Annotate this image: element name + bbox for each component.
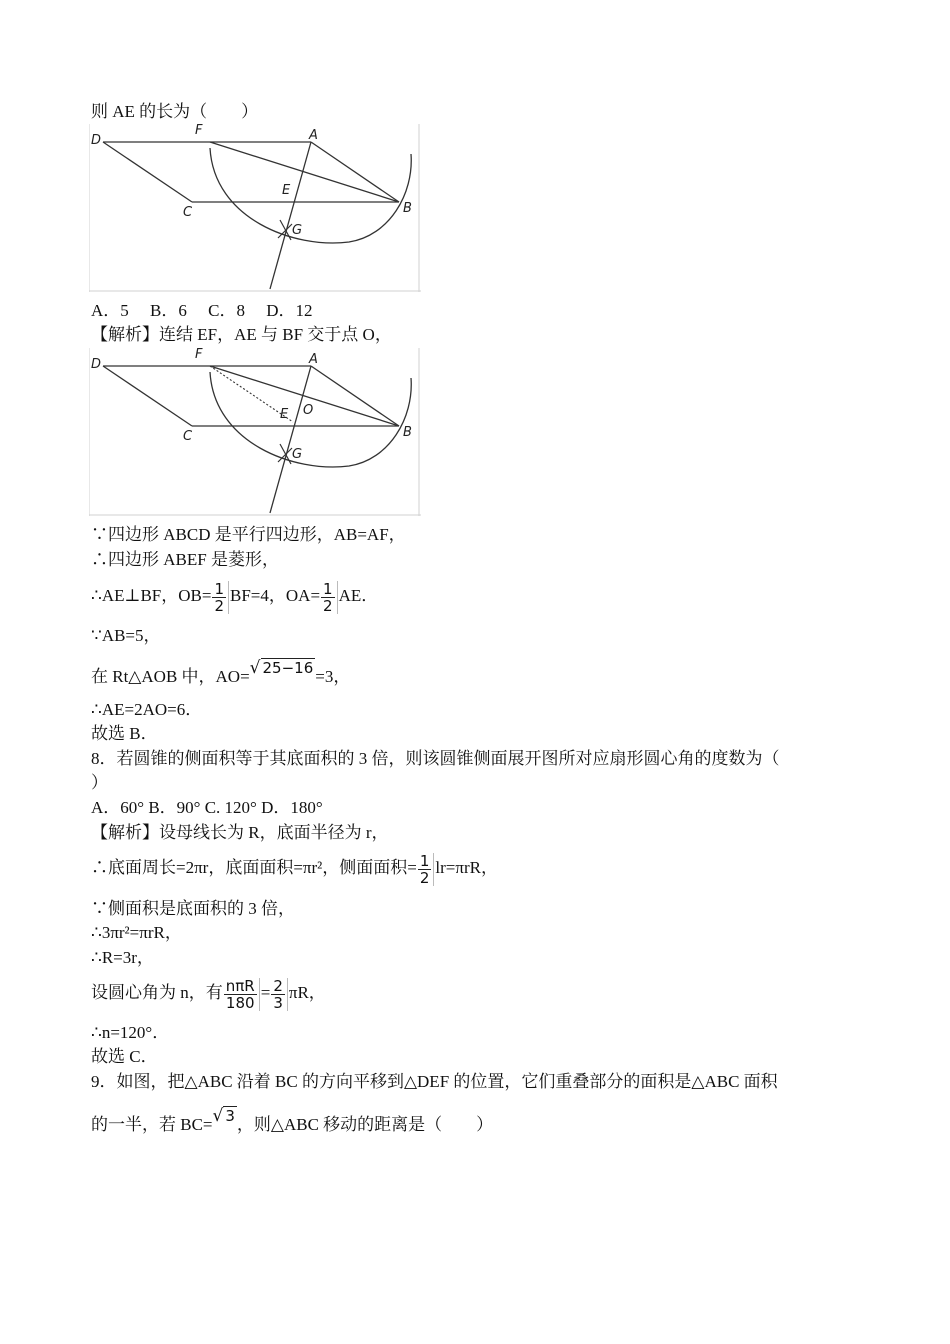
q9-stem-line1: 9．如图，把△ABC 沿着 BC 的方向平移到△DEF 的位置，它们重叠部分的面积是△ABC 面积 bbox=[91, 1072, 778, 1091]
segment-DC bbox=[103, 142, 192, 202]
segment-AB bbox=[311, 366, 399, 426]
frac-num: 1 bbox=[214, 579, 225, 598]
q8-line-equation: ∴3πr²=πrR， bbox=[91, 923, 182, 942]
q7-analysis-intro: 【解析】连结 EF，AE 与 BF 交于点 O， bbox=[91, 325, 392, 344]
q7-line3-c: AE． bbox=[338, 586, 379, 605]
q7-line-rhombus: ∴四边形 ABEF 是菱形， bbox=[91, 550, 279, 569]
fraction-half-2 bbox=[321, 581, 338, 614]
frac-den: 3 bbox=[273, 993, 283, 1012]
label-C: C bbox=[183, 429, 193, 444]
q8-a6-a: 设圆心角为 n，有 bbox=[91, 983, 223, 1002]
label-G: G bbox=[292, 447, 303, 462]
frac-den: 2 bbox=[323, 596, 333, 615]
q8-options: A．60° B．90° C. 120° D．180° bbox=[91, 798, 323, 817]
label-A: A bbox=[309, 352, 318, 367]
frac-den: 2 bbox=[419, 868, 430, 887]
segment-DC bbox=[103, 366, 192, 426]
q8-analysis-intro: 【解析】设母线长为 R，底面半径为 r， bbox=[91, 823, 389, 842]
q8-a2-b: lr=πrR， bbox=[435, 858, 498, 877]
label-F: F bbox=[195, 348, 203, 362]
semicircle-arc bbox=[210, 148, 411, 243]
label-C: C bbox=[183, 205, 193, 220]
frac-den: 2 bbox=[214, 596, 225, 615]
q9-stem-line2 bbox=[91, 1096, 493, 1145]
q8-line-triple: ∵侧面积是底面积的 3 倍， bbox=[91, 899, 295, 918]
q7-line-ab: ∵AB=5， bbox=[91, 626, 161, 645]
q7-options: A．5 B．6 C．8 D．12 bbox=[91, 301, 313, 320]
label-B: B bbox=[403, 201, 412, 216]
figure-parallelogram-2 bbox=[89, 348, 421, 516]
q7-answer: 故选 B． bbox=[91, 724, 158, 743]
q8-stem-line1: 8．若圆锥的侧面积等于其底面积的 3 倍，则该圆锥侧面展开图所对应扇形圆心角的度数为（ bbox=[91, 749, 780, 768]
q8-a6-eq: = bbox=[260, 983, 271, 1002]
sqrt-body: 3 bbox=[225, 1107, 235, 1125]
q8-line-areas bbox=[91, 848, 498, 888]
q8-stem-line2: ） bbox=[91, 773, 108, 792]
frac-den: 180 bbox=[225, 993, 255, 1012]
frac-num: 1 bbox=[323, 579, 333, 598]
segment-AG-ray bbox=[270, 366, 314, 513]
frac-num: 2 bbox=[273, 976, 283, 995]
q9-stem2-a: 的一半，若 BC= bbox=[91, 1115, 213, 1134]
figure-parallelogram-1 bbox=[89, 124, 421, 292]
segment-AG-ray bbox=[270, 142, 311, 289]
label-F: F bbox=[195, 124, 203, 138]
q7-line3-a: ∴AE⊥BF，OB= bbox=[91, 586, 212, 605]
frac-num: nπR bbox=[225, 976, 255, 995]
label-D: D bbox=[91, 357, 102, 372]
q8-a2-a: ∴底面周长=2πr，底面面积=πr²，侧面面积= bbox=[91, 858, 417, 877]
q8-answer: 故选 C． bbox=[91, 1047, 158, 1066]
q7-line-parallelogram: ∵四边形 ABCD 是平行四边形，AB=AF， bbox=[91, 525, 406, 544]
fraction-2-3 bbox=[271, 978, 288, 1011]
q7-line3-b: BF=4，OA= bbox=[230, 586, 321, 605]
fraction-half-1 bbox=[212, 581, 229, 614]
q9-stem2-b: ，则△ABC 移动的距离是（ ） bbox=[236, 1115, 494, 1134]
sqrt-body: 25−16 bbox=[262, 659, 314, 677]
q8-line-r: ∴R=3r， bbox=[91, 948, 154, 967]
label-E: E bbox=[280, 407, 289, 422]
q8-a6-b: πR， bbox=[288, 983, 326, 1002]
fraction-npir-180 bbox=[224, 978, 260, 1011]
sqrt-25-16: √ 25−16 bbox=[249, 658, 314, 678]
q7-line-perpendicular bbox=[91, 576, 378, 616]
q7-line-ae: ∴AE=2AO=6． bbox=[91, 700, 203, 719]
q8-line-angle bbox=[91, 973, 326, 1013]
segment-AB bbox=[311, 142, 399, 202]
label-O: O bbox=[303, 403, 314, 418]
q8-line-n: ∴n=120°． bbox=[91, 1023, 170, 1042]
q7-line5-a: 在 Rt△AOB 中，AO= bbox=[91, 667, 250, 686]
sqrt-3: √ 3 bbox=[212, 1106, 235, 1126]
label-B: B bbox=[403, 425, 412, 440]
segment-FB bbox=[210, 142, 399, 202]
frac-num: 1 bbox=[419, 851, 430, 870]
q7-line-ao bbox=[91, 648, 350, 697]
fraction-half-3 bbox=[418, 853, 435, 886]
label-E: E bbox=[282, 183, 291, 198]
label-D: D bbox=[91, 133, 102, 148]
q7-line5-b: =3， bbox=[315, 667, 351, 686]
label-G: G bbox=[292, 223, 303, 238]
label-A: A bbox=[309, 128, 318, 143]
q7-stem-tail: 则 AE 的长为（ ） bbox=[91, 102, 259, 121]
